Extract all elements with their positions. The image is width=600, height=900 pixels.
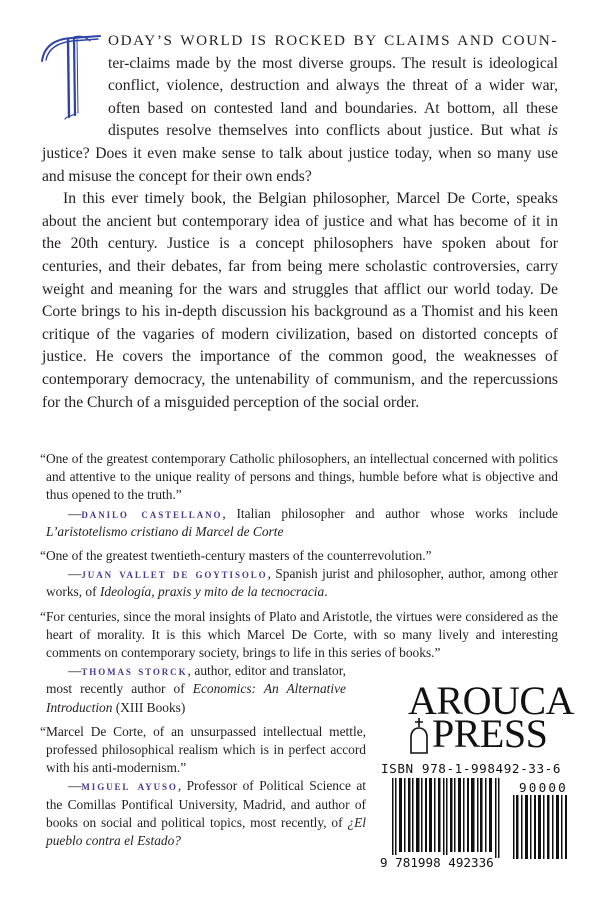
- blurb: [42, 30, 558, 414]
- quote-attribution: —danilo castellano, Italian philosopher and author whose works include L’aristotelismo cristiano di Marcel de Corte: [46, 505, 558, 539]
- quote-text: “One of the greatest twentieth-century masters of the counterrevolution.”: [40, 548, 432, 564]
- work-title: Ideología, praxis y mito de la tecnocracia: [99, 584, 325, 600]
- quote-attribution: —miguel ayuso, Professor of Political Science at the Comillas Pontifical University, Madrid, and author of books on social and political topics, most recently, of ¿El pueblo contra el Estado?: [46, 778, 366, 849]
- quote-text: “For centuries, since the moral insights of Plato and Aristotle, the virtues were considered as the heart of morality. It is this which Marcel De Corte, with so many lively and interesting comments on contemporary society, brings to life in this series of books.”: [40, 608, 558, 661]
- chapel-cross-icon: [408, 717, 430, 755]
- endorser-name: juan vallet de goytisolo: [81, 566, 268, 582]
- quote-text: “One of the greatest contemporary Catholic philosophers, an intellectual concerned with politics and attentive to the unique reality of persons and things, humble before what is objective and thus opened to the truth.”: [40, 451, 558, 503]
- work-title: ¿El pueblo contra el Estado?: [46, 814, 366, 849]
- endorser-name: thomas storck: [81, 663, 188, 679]
- dropcap-t-icon: [38, 33, 102, 121]
- work-title: Economics: An Alternative Introduction: [46, 681, 347, 715]
- price-code: 90000: [519, 780, 568, 795]
- emphasis-is: is: [547, 122, 558, 140]
- paragraph-1-text: ter-claims made by the most diverse groups. The result is ideological conflict, violence, destruction and always the threat of a wider war, often based on contested land and boundaries. At bottom, all these disputes resolve themselves into conflicts about justice. But what: [108, 54, 558, 140]
- publisher-logo: [402, 678, 574, 757]
- paragraph-1-end: justice? Does it even make sense to talk about justice today, when so many use and misuse the concept for their own ends?: [42, 144, 558, 185]
- lead-in-caps: ODAY’S WORLD IS ROCKED BY CLAIMS AND COUN-: [108, 32, 558, 49]
- endorsement-vallet: [40, 547, 558, 602]
- quote-attribution: —juan vallet de goytisolo, Spanish jurist and philosopher, author, among other works, of Ideología, praxis y mito de la tecnocracia.: [46, 566, 558, 600]
- addon-barcode: [513, 795, 569, 859]
- ean-barcode: [392, 778, 502, 858]
- quote-text: “Marcel De Corte, of an unsurpassed intellectual mettle, professed philosophical realism which is in perfect accord with his anti-modernism.”: [40, 723, 366, 776]
- endorsement-castellano: [40, 450, 558, 541]
- endorser-name: miguel ayuso: [81, 778, 178, 794]
- endorser-name: danilo castellano: [81, 505, 223, 521]
- logo-line-1: AROUCA: [408, 678, 574, 723]
- blurb-paragraph-2: In this ever timely book, the Belgian philosopher, Marcel De Corte, speaks about the ancient but contemporary idea of justice and what has become of it in the 20th century. Justice is a concept philosophers have spoken about for centuries, and their debates, far from being mere scholastic controversies, carry weight and meaning for the wars and struggles that afflict our world today. De Corte brings to his in-depth discussion his background as a Thomist and his keen critique of the vagaries of modern civilization, based on distorted concepts of justice. He covers the importance of the common good, the weaknesses of contemporary democracy, the untenability of communism, and the repercussions for the Church of a misguided perception of the social order.: [42, 190, 558, 411]
- isbn-label: ISBN 978-1-998492-33-6: [381, 761, 562, 776]
- logo-line-2: PRESS: [432, 711, 548, 756]
- endorsement-ayuso: [40, 723, 366, 850]
- work-title: L’aristotelismo cristiano di Marcel de Corte: [46, 523, 284, 539]
- blurb-paragraph-1: [42, 30, 558, 188]
- quote-attribution: —thomas storck, author, editor and translator, most recently author of Economics: An Alternative Introduction (XIII Books): [46, 663, 347, 715]
- ean-digits: 9 781998 492336: [380, 855, 494, 870]
